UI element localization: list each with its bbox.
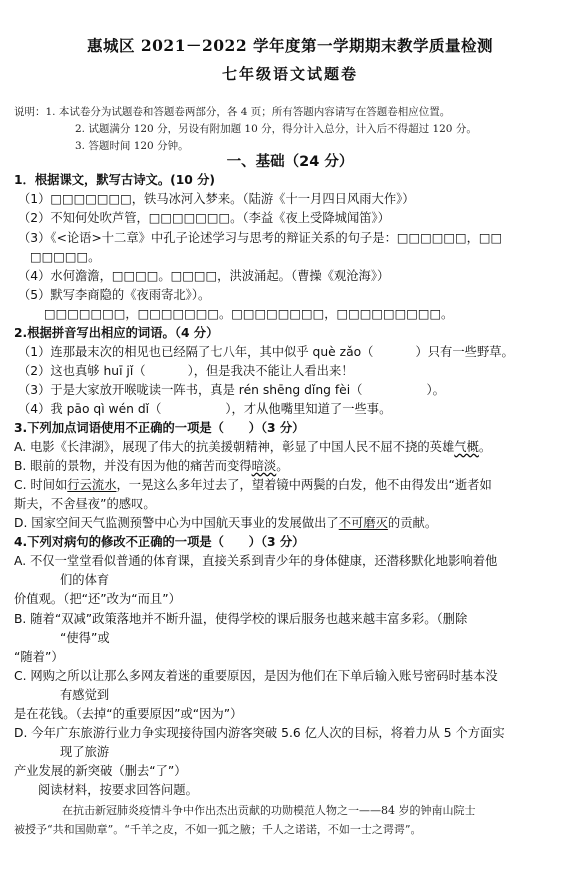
- question-1-item-3: （3）《<论语>十二章》中孔子论述学习与思考的辩证关系的句子是：□□□□□□，□□: [18, 231, 503, 245]
- reading-passage-line-2: 被授予“共和国勋章”。“千羊之皮，不如一狐之腋；千人之诺诺，不如一士之谔谔”。: [14, 823, 422, 836]
- instructions-line-3: 3. 答题时间 120 分钟。: [75, 140, 189, 152]
- marked-word: 不可磨灭: [338, 516, 388, 530]
- question-4-option-b-tail: “随着”）: [14, 650, 64, 664]
- marked-word: 气概: [454, 440, 479, 454]
- question-3-heading: 3.下列加点词语使用不正确的一项是（ ）（3 分）: [14, 421, 305, 435]
- section-title: 一、基础（24 分）: [226, 154, 354, 170]
- question-3-option-c-cont: 斯夫，不舍昼夜”的感叹。: [14, 497, 156, 511]
- question-4-option-b-cont: “使得”或: [60, 631, 110, 645]
- question-1-heading: 1．根据课文，默写古诗文。(10 分): [14, 173, 216, 187]
- question-3-option-a: A. 电影《长津湖》，展现了伟大的抗美援朝精神，彰显了中国人民不屈不挠的英雄气概。: [14, 440, 492, 454]
- question-4-option-c: C. 网购之所以让那么多网友着迷的重要原因，是因为他们在下单后输入账号密码时基本没: [14, 669, 498, 683]
- question-4-option-a-cont: 们的体育: [60, 573, 110, 587]
- question-3-option-b: B. 眼前的景物，并没有因为他的痛苦而变得暗淡。: [14, 459, 289, 473]
- question-4-option-b: B. 随着“双减”政策落地并不断升温，使得学校的课后服务也越来越丰富多彩。（删除: [14, 612, 468, 626]
- question-4-option-c-tail: 是在花钱。（去掉“的重要原因”或“因为”）: [14, 707, 243, 721]
- question-1-item-4: （4）水何澹澹，□□□□。□□□□，洪波涌起。（曹操《观沧海》）: [18, 269, 390, 283]
- question-3-option-d: D. 国家空间天气监测预警中心为中国航天事业的发展做出了不可磨灭的贡献。: [14, 516, 438, 530]
- reading-intro: 阅读材料，按要求回答问题。: [38, 783, 198, 797]
- question-4-option-d-cont: 现了旅游: [60, 745, 110, 759]
- question-2-heading: 2.根据拼音写出相应的词语。（4 分）: [14, 326, 219, 340]
- question-2-item-1: （1）连那最末次的相见也已经隔了七八年，其中似乎 què zǎo（ ）只有一些野草。: [18, 345, 514, 359]
- question-4-option-d: D. 今年广东旅游行业力争实现接待国内游客突破 5.6 亿人次的目标，将着力从 5 个方面实: [14, 726, 505, 740]
- question-4-heading: 4.下列对病句的修改不正确的一项是（ ）（3 分）: [14, 535, 305, 549]
- question-3-option-c: C. 时间如行云流水，一晃这么多年过去了，望着镜中两鬓的白发，他不由得发出“逝者如: [14, 478, 492, 492]
- question-1-item-5: （5）默写李商隐的《夜雨寄北》）。: [18, 288, 211, 302]
- question-2-item-4: （4）我 pāo qì wén dǐ（ ），才从他嘴里知道了一些事。: [18, 402, 392, 416]
- question-1-item-3-cont: □□□□□。: [30, 250, 101, 264]
- reading-passage-line-1: 在抗击新冠肺炎疫情斗争中作出杰出贡献的功勋模范人物之一——84 岁的钟南山院士: [62, 804, 476, 817]
- marked-word: 行云流水: [67, 478, 117, 492]
- question-4-option-d-tail: 产业发展的新突破（删去“了”）: [14, 764, 187, 778]
- exam-subtitle: 七年级语文试题卷: [221, 65, 358, 83]
- question-1-item-5-cont: □□□□□□□，□□□□□□□。□□□□□□□□，□□□□□□□□□。: [44, 307, 454, 321]
- exam-title: 惠城区 2021－2022 学年度第一学期期末教学质量检测: [86, 36, 494, 55]
- question-2-item-3: （3）于是大家放开喉咙读一阵书，真是 rén shēng dǐng fèi（ ）。: [18, 383, 445, 397]
- question-1-item-2: （2）不知何处吹芦管，□□□□□□□。（李益《夜上受降城闻笛》）: [18, 211, 390, 225]
- question-4-option-a-tail: 价值观。（把“还”改为“而且”）: [14, 592, 181, 606]
- instructions-line-1: 说明：1. 本试卷分为试题卷和答题卷两部分，各 4 页；所有答题内容请写在答题卷相应位置。: [14, 106, 451, 118]
- question-4-option-a: A. 不仅一堂堂看似普通的体育课，直接关系到青少年的身体健康，还潜移默化地影响着他: [14, 554, 498, 568]
- instructions-line-2: 2. 试题满分 120 分，另设有附加题 10 分，得分计入总分，计入后不得超过 120 分。: [75, 123, 477, 135]
- question-2-item-2: （2）这也真够 huī jǐ（ ），但是我决不能让人看出来！: [18, 364, 354, 378]
- question-1-item-1: （1）□□□□□□□，铁马冰河入梦来。（陆游《十一月四日风雨大作》）: [18, 192, 415, 206]
- question-4-option-c-cont: 有感觉到: [60, 688, 110, 702]
- marked-word: 暗淡: [251, 459, 277, 473]
